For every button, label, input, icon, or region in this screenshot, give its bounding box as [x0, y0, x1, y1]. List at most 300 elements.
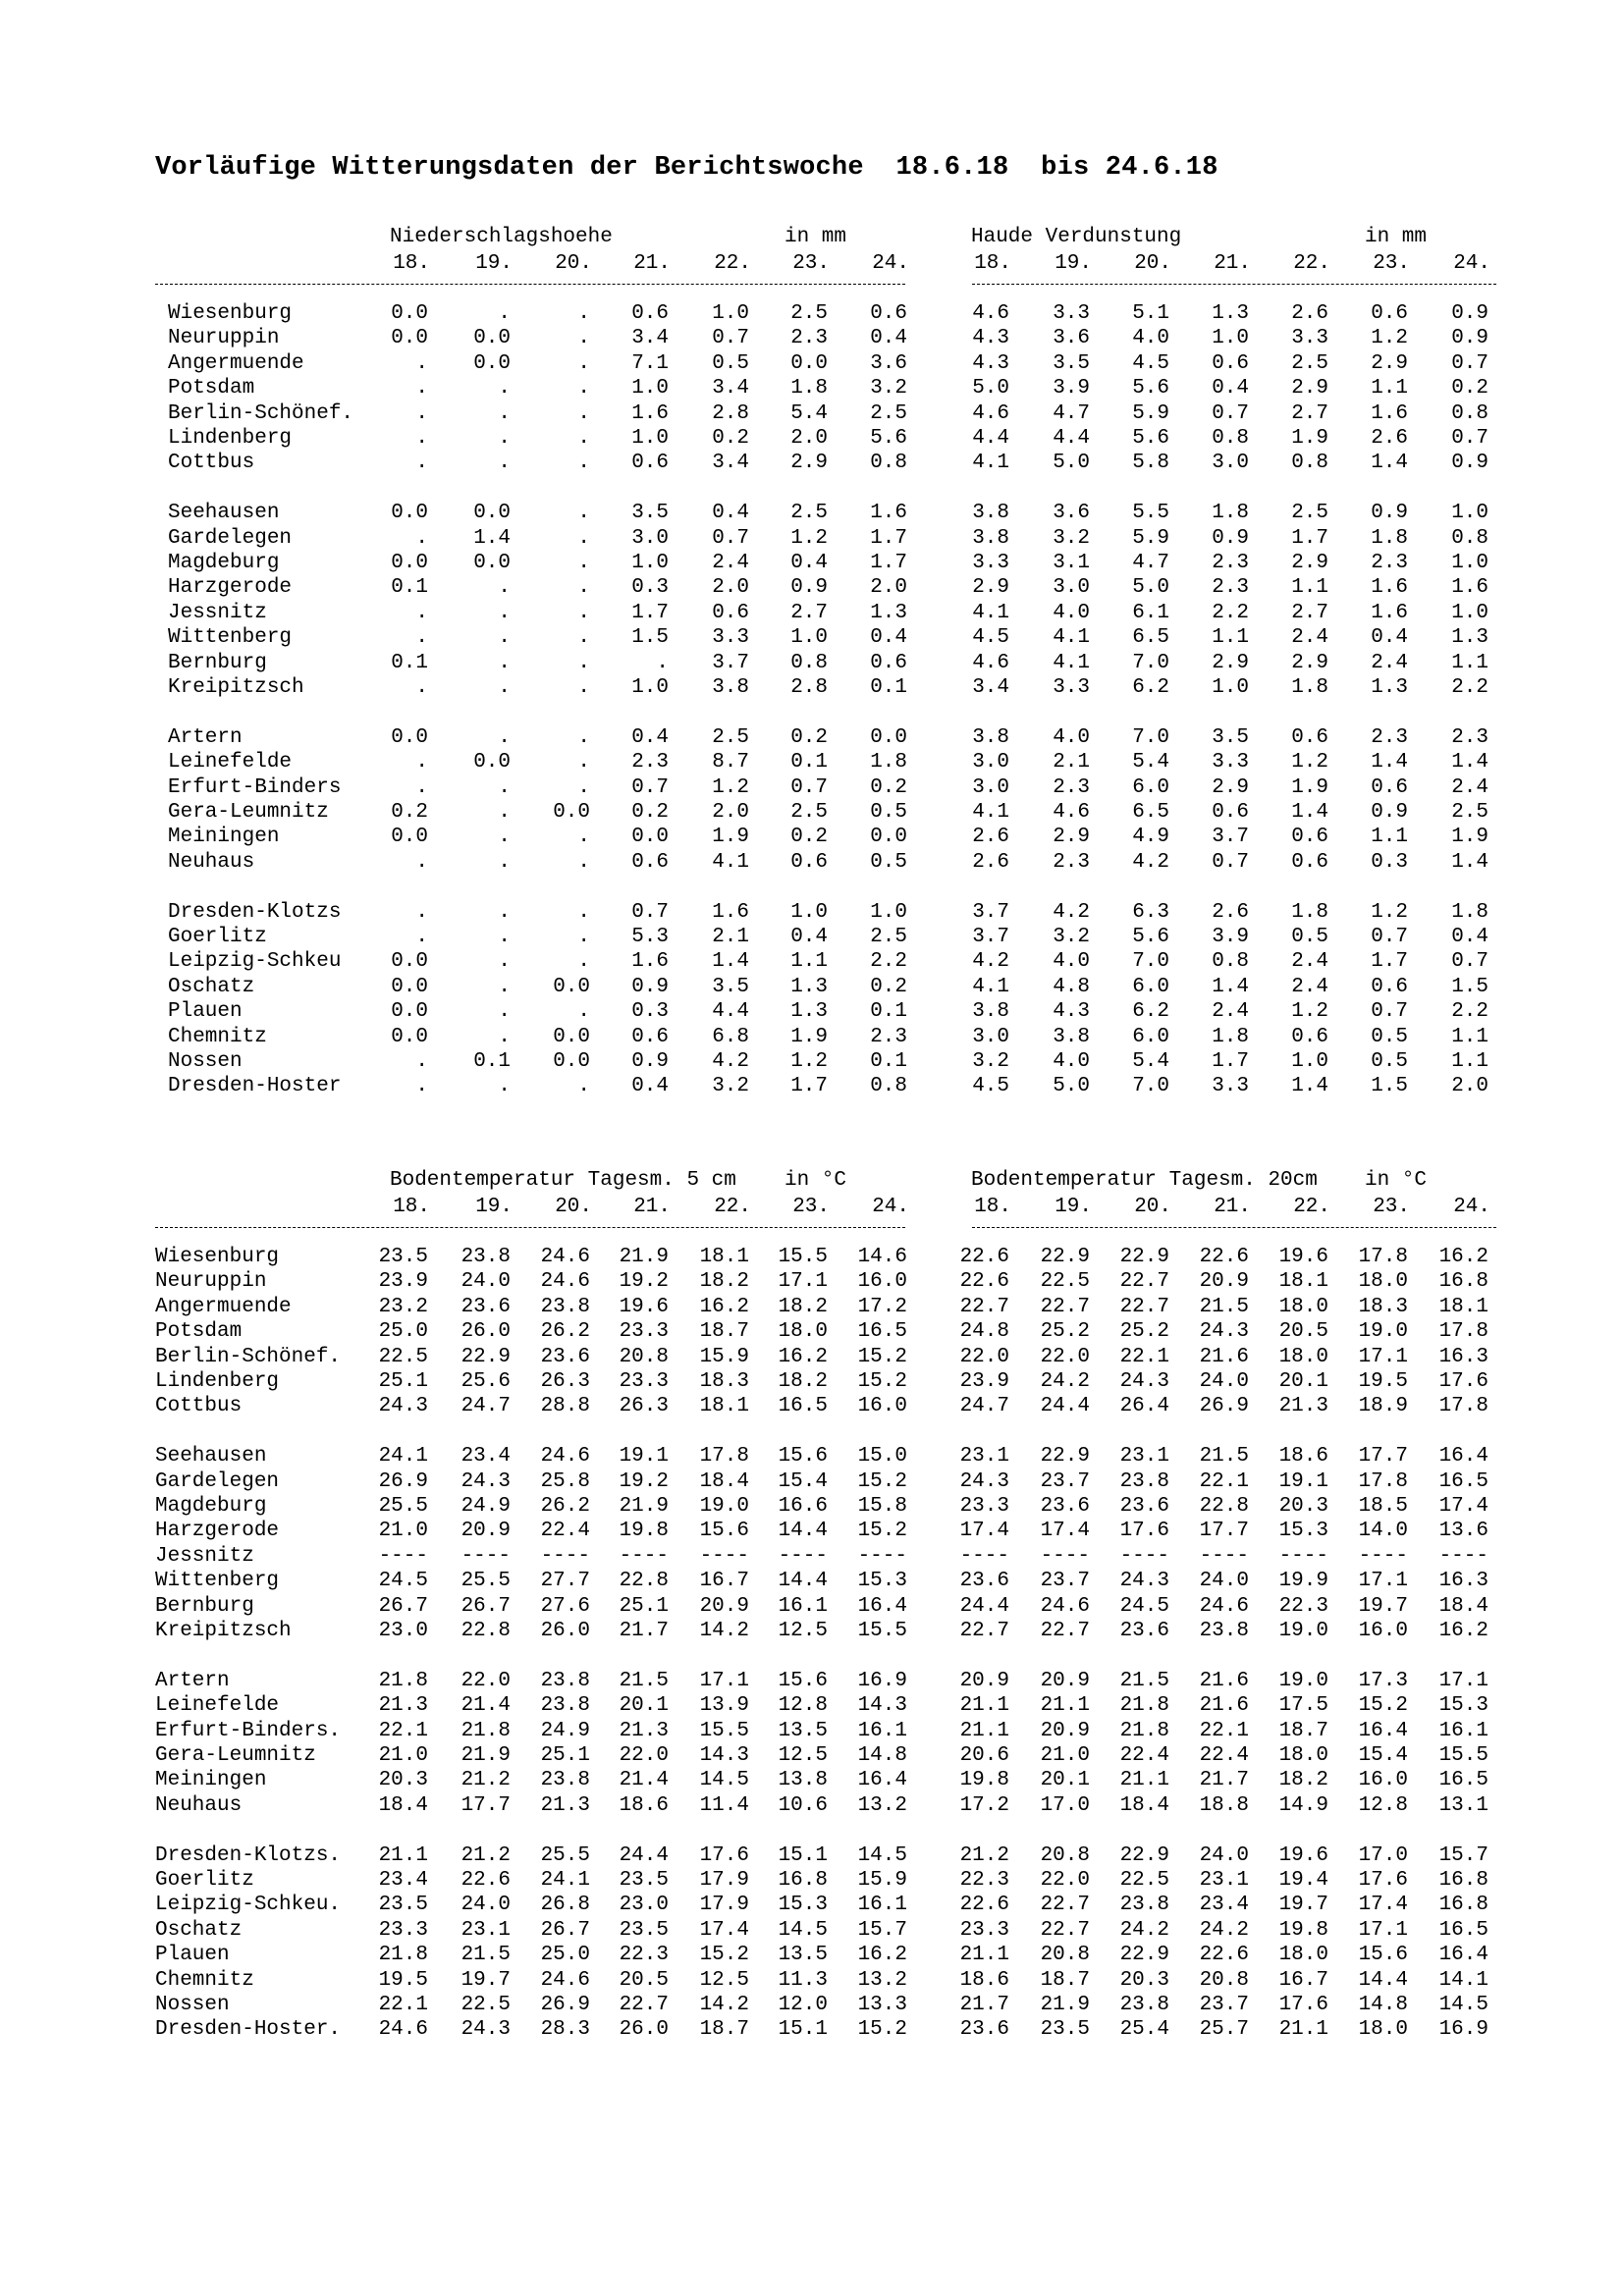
section1-right-value: 2.1	[1053, 751, 1090, 774]
section1-left-value: 0.0	[473, 751, 511, 774]
section2-right-value: 22.3	[1278, 1594, 1328, 1618]
section1-left-value: 0.7	[631, 775, 669, 799]
section2-right-value: ----	[1358, 1544, 1408, 1568]
section1-left-value: 5.4	[790, 401, 828, 425]
section1-right-value: 0.8	[1451, 401, 1488, 425]
section1-left-value: 0.0	[553, 975, 590, 998]
section1-left-value: 3.2	[870, 377, 907, 400]
section2-left-value: ----	[699, 1544, 749, 1568]
section1-left-value: 5.3	[631, 926, 669, 948]
section2-left-title: Bodentemperatur Tagesm. 5 cm	[390, 1169, 736, 1192]
section1-right-value: 1.0	[1212, 327, 1249, 350]
section1-right-value: 2.0	[1451, 1075, 1488, 1098]
section2-right-value: 21.6	[1199, 1669, 1249, 1692]
section2-left-value: 23.8	[540, 1295, 590, 1318]
section1-right-value: 0.9	[1371, 502, 1408, 525]
section1-left-value: 0.2	[790, 826, 828, 849]
section2-left-value: 20.9	[699, 1594, 749, 1618]
section1-left-value: 1.3	[870, 601, 907, 624]
section2-left-value: 18.2	[778, 1295, 828, 1318]
section1-right-value: 4.6	[972, 651, 1009, 674]
section2-left-value: 26.0	[460, 1320, 511, 1344]
section2-right-value: 14.5	[1438, 1994, 1488, 2016]
section2-left-value: 13.3	[857, 1994, 907, 2016]
section1-right-value: 1.0	[1451, 502, 1488, 525]
section1-left-value: .	[498, 676, 511, 699]
section2-right-value: 15.3	[1438, 1694, 1488, 1718]
section1-left-value: 2.0	[712, 576, 749, 600]
section1-right-value: 5.4	[1132, 1050, 1169, 1073]
section2-station-name: Wiesenburg	[155, 1246, 280, 1268]
section1-right-value: 2.4	[1451, 775, 1488, 799]
section2-right-value: 21.6	[1199, 1694, 1249, 1718]
section2-left-value: 14.8	[857, 1744, 907, 1767]
section2-station-name: Leinefelde	[155, 1694, 280, 1718]
section2-left-value: 17.8	[699, 1445, 749, 1468]
section2-left-day: 24.	[872, 1196, 909, 1218]
section2-right-value: 18.5	[1358, 1495, 1408, 1518]
section2-right-value: 15.5	[1438, 1744, 1488, 1767]
section1-left-value: 4.4	[712, 1000, 749, 1024]
section1-right-value: 1.8	[1371, 526, 1408, 550]
section1-right-value: 1.8	[1291, 676, 1328, 699]
section2-right-value: 24.3	[1119, 1570, 1169, 1593]
section2-right-value: 22.5	[1119, 1869, 1169, 1892]
section1-right-value: 3.5	[1212, 725, 1249, 749]
section2-left-value: 24.3	[378, 1395, 428, 1418]
section2-left-value: 14.3	[857, 1694, 907, 1718]
section1-station-name: Dresden-Hoster	[168, 1075, 342, 1098]
section1-left-value: .	[498, 1075, 511, 1098]
section1-station-name: Leipzig-Schkeu	[168, 950, 342, 974]
section2-left-value: 21.0	[378, 1520, 428, 1543]
section2-station-name: Oschatz	[155, 1918, 243, 1942]
section2-right-value: 17.4	[959, 1520, 1009, 1543]
section1-right-value: 4.3	[972, 351, 1009, 375]
section2-right-value: 21.1	[959, 1944, 1009, 1967]
section2-left-value: 23.5	[378, 1894, 428, 1917]
section2-right-value: 16.2	[1438, 1246, 1488, 1268]
section2-left-value: 23.6	[460, 1295, 511, 1318]
section2-left-value: 26.9	[378, 1469, 428, 1493]
section2-station-name: Harzgerode	[155, 1520, 280, 1543]
section2-left-value: 24.6	[378, 2018, 428, 2042]
section2-left-value: 21.5	[619, 1669, 669, 1692]
section2-left-day: 23.	[792, 1196, 830, 1218]
section2-left-value: 24.3	[460, 1469, 511, 1493]
section1-right-value: 6.0	[1132, 975, 1169, 998]
section2-left-value: 22.5	[378, 1345, 428, 1368]
title-text: Vorläufige Witterungsdaten der Berichtswoche	[155, 153, 864, 183]
section1-left-value: .	[415, 626, 428, 650]
section1-left-value: 1.6	[631, 401, 669, 425]
section1-left-value: 2.0	[790, 427, 828, 450]
section1-right-value: 2.9	[1291, 651, 1328, 674]
section1-left-value: 0.6	[870, 302, 907, 325]
section2-left-value: 12.5	[778, 1744, 828, 1767]
section1-left-value: 0.4	[712, 502, 749, 525]
section2-left-value: 23.8	[540, 1694, 590, 1718]
section2-right-value: 16.3	[1438, 1570, 1488, 1593]
section1-left-value: 1.8	[790, 377, 828, 400]
section1-right-value: 2.4	[1371, 651, 1408, 674]
section2-left-value: 18.0	[778, 1320, 828, 1344]
section1-left-value: 0.6	[712, 601, 749, 624]
section2-left-value: 23.9	[378, 1270, 428, 1294]
section2-right-value: ----	[1040, 1544, 1090, 1568]
section1-left-value: 2.7	[790, 601, 828, 624]
section1-left-value: 0.6	[631, 1025, 669, 1048]
section1-left-value: 1.3	[790, 975, 828, 998]
section2-left-value: 13.8	[778, 1769, 828, 1792]
section2-station-name: Magdeburg	[155, 1495, 267, 1518]
section1-right-value: 3.0	[1212, 452, 1249, 475]
section2-left-value: 16.8	[778, 1869, 828, 1892]
section1-right-unit: in mm	[1365, 226, 1428, 248]
section1-left-value: 0.6	[870, 651, 907, 674]
section2-right-value: 17.8	[1358, 1246, 1408, 1268]
section1-left-value: 0.7	[712, 327, 749, 350]
section2-station-name: Wittenberg	[155, 1570, 280, 1593]
section1-right-value: 1.5	[1371, 1075, 1408, 1098]
section1-right-value: 5.0	[1053, 1075, 1090, 1098]
section1-right-value: 1.1	[1371, 826, 1408, 849]
section1-left-value: .	[498, 651, 511, 674]
section1-left-value: .	[498, 950, 511, 974]
section2-right-value: 18.9	[1358, 1395, 1408, 1418]
section1-right-day: 23.	[1373, 252, 1410, 275]
section2-right-value: 13.1	[1438, 1793, 1488, 1817]
section1-left-value: .	[577, 377, 590, 400]
section2-right-value: 21.8	[1119, 1719, 1169, 1742]
section2-right-day: 21.	[1214, 1196, 1251, 1218]
section2-left-value: 23.4	[460, 1445, 511, 1468]
section1-right-value: 0.7	[1371, 1000, 1408, 1024]
section1-left-value: 0.6	[631, 452, 669, 475]
section1-right-value: 4.1	[972, 975, 1009, 998]
section2-right-value: 19.1	[1278, 1469, 1328, 1493]
section1-right-value: 0.6	[1212, 801, 1249, 824]
section2-left-value: 22.8	[619, 1570, 669, 1593]
section2-left-value: 15.9	[699, 1345, 749, 1368]
section2-left-value: ----	[619, 1544, 669, 1568]
section1-left-value: .	[498, 926, 511, 948]
section1-right-value: 4.9	[1132, 826, 1169, 849]
section2-left-value: 18.4	[699, 1469, 749, 1493]
section2-left-value: 15.6	[778, 1669, 828, 1692]
section1-left-value: 1.6	[712, 900, 749, 924]
section1-left-value: .	[498, 626, 511, 650]
section1-right-value: 6.0	[1132, 1025, 1169, 1048]
section2-left-value: 14.4	[778, 1570, 828, 1593]
section2-right-value: 13.6	[1438, 1520, 1488, 1543]
section2-right-value: 22.9	[1040, 1246, 1090, 1268]
section2-right-value: 24.3	[959, 1469, 1009, 1493]
section2-right-value: 14.8	[1358, 1994, 1408, 2016]
section2-left-day: 18.	[393, 1196, 430, 1218]
section2-left-value: 23.8	[460, 1246, 511, 1268]
section1-right-value: 1.0	[1291, 1050, 1328, 1073]
section1-right-value: 5.6	[1132, 926, 1169, 948]
section2-right-value: 24.0	[1199, 1570, 1249, 1593]
section1-left-value: 3.8	[712, 676, 749, 699]
section2-left-value: 22.1	[378, 1994, 428, 2016]
section1-right-value: 5.1	[1132, 302, 1169, 325]
section2-right-value: 24.2	[1119, 1918, 1169, 1942]
section1-left-value: .	[415, 676, 428, 699]
section2-right-value: 21.1	[959, 1694, 1009, 1718]
section2-right-value: 16.8	[1438, 1270, 1488, 1294]
section2-right-value: 16.9	[1438, 2018, 1488, 2042]
section2-left-value: 21.0	[378, 1744, 428, 1767]
section2-right-value: 22.6	[1199, 1246, 1249, 1268]
section1-right-value: 1.4	[1212, 975, 1249, 998]
section2-left-value: 14.5	[699, 1769, 749, 1792]
section2-right-value: 22.7	[1119, 1295, 1169, 1318]
section2-right-value: 22.1	[1199, 1469, 1249, 1493]
section2-left-value: 26.2	[540, 1320, 590, 1344]
section1-left-value: 0.0	[790, 351, 828, 375]
section1-right-value: 4.1	[1053, 651, 1090, 674]
section2-left-value: 24.0	[460, 1270, 511, 1294]
section1-right-value: 0.6	[1371, 775, 1408, 799]
section1-left-unit: in mm	[784, 226, 847, 248]
section1-right-value: 4.7	[1132, 552, 1169, 574]
section1-left-value: 1.2	[790, 526, 828, 550]
section1-left-value: .	[577, 950, 590, 974]
section2-right-title: Bodentemperatur Tagesm. 20cm	[971, 1169, 1318, 1192]
section1-right-value: 1.7	[1212, 1050, 1249, 1073]
section2-right-value: 21.3	[1278, 1395, 1328, 1418]
section1-right-value: 4.5	[1132, 351, 1169, 375]
section2-right-value: 23.8	[1119, 1469, 1169, 1493]
section2-right-value: 22.7	[959, 1295, 1009, 1318]
section1-right-value: 0.7	[1451, 950, 1488, 974]
section2-left-value: 21.1	[378, 1843, 428, 1867]
section2-right-value: 18.0	[1358, 1270, 1408, 1294]
section1-right-value: 4.6	[972, 401, 1009, 425]
section2-left-value: 27.7	[540, 1570, 590, 1593]
section1-right-value: 4.1	[972, 801, 1009, 824]
section2-left-value: 16.4	[857, 1594, 907, 1618]
section2-left-value: 15.9	[857, 1869, 907, 1892]
section1-right-value: 3.3	[972, 552, 1009, 574]
section2-left-value: 12.5	[699, 1968, 749, 1992]
section1-left-value: 0.9	[631, 1050, 669, 1073]
section2-left-value: 21.9	[619, 1495, 669, 1518]
section1-left-value: .	[577, 327, 590, 350]
section2-left-value: ----	[778, 1544, 828, 1568]
section2-left-value: 16.2	[699, 1295, 749, 1318]
section1-left-value: 0.5	[870, 801, 907, 824]
date-from: 18.6.18	[895, 153, 1009, 183]
section1-left-value: .	[498, 850, 511, 874]
section1-left-value: 1.0	[631, 427, 669, 450]
section1-station-name: Jessnitz	[168, 601, 267, 624]
section2-left-value: 23.4	[378, 1869, 428, 1892]
section2-left-value: 24.1	[540, 1869, 590, 1892]
section1-right-value: 1.7	[1291, 526, 1328, 550]
section2-right-value: 16.7	[1278, 1968, 1328, 1992]
section1-station-name: Neuhaus	[168, 850, 255, 874]
section1-right-value: 2.9	[1291, 377, 1328, 400]
section1-station-name: Wittenberg	[168, 626, 293, 650]
section2-right-value: 17.1	[1438, 1669, 1488, 1692]
section2-right-value: 20.1	[1278, 1370, 1328, 1393]
section1-right-value: 3.7	[972, 900, 1009, 924]
section2-left-value: 15.8	[857, 1495, 907, 1518]
section1-right-value: 1.4	[1371, 751, 1408, 774]
section2-right-value: 18.1	[1438, 1295, 1488, 1318]
section2-left-value: 15.5	[857, 1620, 907, 1642]
section1-left-value: .	[498, 775, 511, 799]
section2-left-value: 23.0	[619, 1894, 669, 1917]
section2-right-value: 14.4	[1358, 1968, 1408, 1992]
section1-left-value: 1.0	[712, 302, 749, 325]
section1-right-value: 4.0	[1053, 950, 1090, 974]
section1-right-value: 3.6	[1053, 327, 1090, 350]
section1-left-value: .	[577, 626, 590, 650]
section1-left-value: 0.0	[553, 801, 590, 824]
section2-right-unit: in °C	[1365, 1169, 1428, 1192]
section1-left-value: 0.0	[553, 1025, 590, 1048]
section1-right-value: 2.6	[972, 850, 1009, 874]
section1-left-value: 3.6	[870, 351, 907, 375]
section1-left-value: .	[577, 651, 590, 674]
section2-left-value: ----	[378, 1544, 428, 1568]
section2-right-value: 22.9	[1040, 1445, 1090, 1468]
section1-right-value: 1.4	[1371, 452, 1408, 475]
section1-right-value: 3.6	[1053, 502, 1090, 525]
page-title	[155, 153, 1218, 183]
section1-right-value: 1.0	[1212, 676, 1249, 699]
section1-right-value: 2.9	[1212, 651, 1249, 674]
section1-right-value: 1.9	[1451, 826, 1488, 849]
section1-right-value: 7.0	[1132, 725, 1169, 749]
section1-left-value: .	[577, 850, 590, 874]
section1-left-value: 0.0	[391, 502, 428, 525]
section1-left-value: 0.7	[631, 900, 669, 924]
section2-left-value: 15.1	[778, 2018, 828, 2042]
section1-right-value: 0.8	[1212, 950, 1249, 974]
section2-right-value: 23.3	[959, 1918, 1009, 1942]
section1-right-value: 3.0	[1053, 576, 1090, 600]
section2-left-value: 19.8	[619, 1520, 669, 1543]
section2-right-value: 22.6	[959, 1246, 1009, 1268]
section1-station-name: Goerlitz	[168, 926, 267, 948]
section1-left-day: 24.	[872, 252, 909, 275]
section2-left-day: 22.	[714, 1196, 751, 1218]
section1-right-value: 3.9	[1053, 377, 1090, 400]
section2-left-value: 23.5	[378, 1246, 428, 1268]
section1-left-value: .	[577, 351, 590, 375]
section1-right-title: Haude Verdunstung	[971, 226, 1182, 248]
section1-right-value: 1.3	[1212, 302, 1249, 325]
section2-right-value: 18.3	[1358, 1295, 1408, 1318]
section2-left-value: 15.2	[857, 1469, 907, 1493]
section1-right-day: 18.	[974, 252, 1011, 275]
section1-right-value: 1.0	[1451, 601, 1488, 624]
section1-right-value: 0.7	[1451, 427, 1488, 450]
section1-left-value: 0.0	[391, 1025, 428, 1048]
section1-left-value: 1.4	[712, 950, 749, 974]
section2-right-value: 24.6	[1199, 1594, 1249, 1618]
section1-left-value: 0.3	[631, 1000, 669, 1024]
section1-left-value: 2.5	[790, 302, 828, 325]
section2-right-value: 24.6	[1040, 1594, 1090, 1618]
section2-right-value: 22.0	[959, 1345, 1009, 1368]
section1-left-day: 22.	[714, 252, 751, 275]
section1-right-value: 3.2	[1053, 926, 1090, 948]
section2-station-name: Bernburg	[155, 1594, 254, 1618]
section2-left-value: 24.9	[460, 1495, 511, 1518]
section1-right-value: 0.9	[1212, 526, 1249, 550]
section2-left-value: 18.2	[699, 1270, 749, 1294]
section1-left-value: 2.3	[790, 327, 828, 350]
section1-left-value: 0.1	[473, 1050, 511, 1073]
section2-right-value: 17.3	[1358, 1669, 1408, 1692]
section1-right-value: 3.3	[1212, 751, 1249, 774]
section1-left-value: .	[498, 725, 511, 749]
section2-left-value: 25.6	[460, 1370, 511, 1393]
section1-left-day: 18.	[393, 252, 430, 275]
section2-right-value: 23.8	[1119, 1994, 1169, 2016]
section2-right-value: 22.9	[1119, 1843, 1169, 1867]
section2-left-value: 23.8	[540, 1769, 590, 1792]
section1-station-name: Oschatz	[168, 975, 255, 998]
section1-right-value: 0.6	[1212, 351, 1249, 375]
section2-right-value: 23.6	[959, 1570, 1009, 1593]
section2-right-value: 22.0	[1040, 1869, 1090, 1892]
section1-right-value: 2.7	[1291, 401, 1328, 425]
section1-right-value: 0.8	[1451, 526, 1488, 550]
section1-left-value: 1.9	[712, 826, 749, 849]
section2-right-value: 18.2	[1278, 1769, 1328, 1792]
section2-left-value: 17.4	[699, 1918, 749, 1942]
section2-left-value: 14.2	[699, 1620, 749, 1642]
section1-right-value: 3.8	[972, 725, 1009, 749]
section2-left-value: 14.4	[778, 1520, 828, 1543]
section2-left-value: 20.9	[460, 1520, 511, 1543]
section1-left-value: 0.0	[473, 502, 511, 525]
section2-left-value: 18.1	[699, 1246, 749, 1268]
section2-right-value: 23.8	[1119, 1894, 1169, 1917]
section2-right-value: 17.1	[1358, 1918, 1408, 1942]
section2-right-value: 20.8	[1040, 1944, 1090, 1967]
section2-left-value: ----	[540, 1544, 590, 1568]
section2-left-value: 18.7	[699, 2018, 749, 2042]
section2-left-value: 22.4	[540, 1520, 590, 1543]
section2-left-value: 26.3	[619, 1395, 669, 1418]
section1-right-value: 1.1	[1451, 1025, 1488, 1048]
section1-left-value: 0.5	[870, 850, 907, 874]
section1-left-value: .	[577, 502, 590, 525]
section1-left-value: .	[498, 801, 511, 824]
section2-left-value: 18.1	[699, 1395, 749, 1418]
section1-left-value: .	[656, 651, 669, 674]
section2-right-value: 21.7	[1199, 1769, 1249, 1792]
section2-right-value: 16.3	[1438, 1345, 1488, 1368]
section1-right-value: 1.9	[1291, 427, 1328, 450]
section2-left-value: 14.5	[857, 1843, 907, 1867]
bis-label: bis	[1041, 153, 1090, 183]
section1-left-rule	[155, 284, 905, 285]
section1-left-value: 0.1	[870, 1000, 907, 1024]
section1-left-value: .	[577, 725, 590, 749]
section1-right-value: 1.8	[1451, 900, 1488, 924]
section2-left-value: 17.7	[460, 1793, 511, 1817]
section1-right-value: 1.2	[1371, 900, 1408, 924]
